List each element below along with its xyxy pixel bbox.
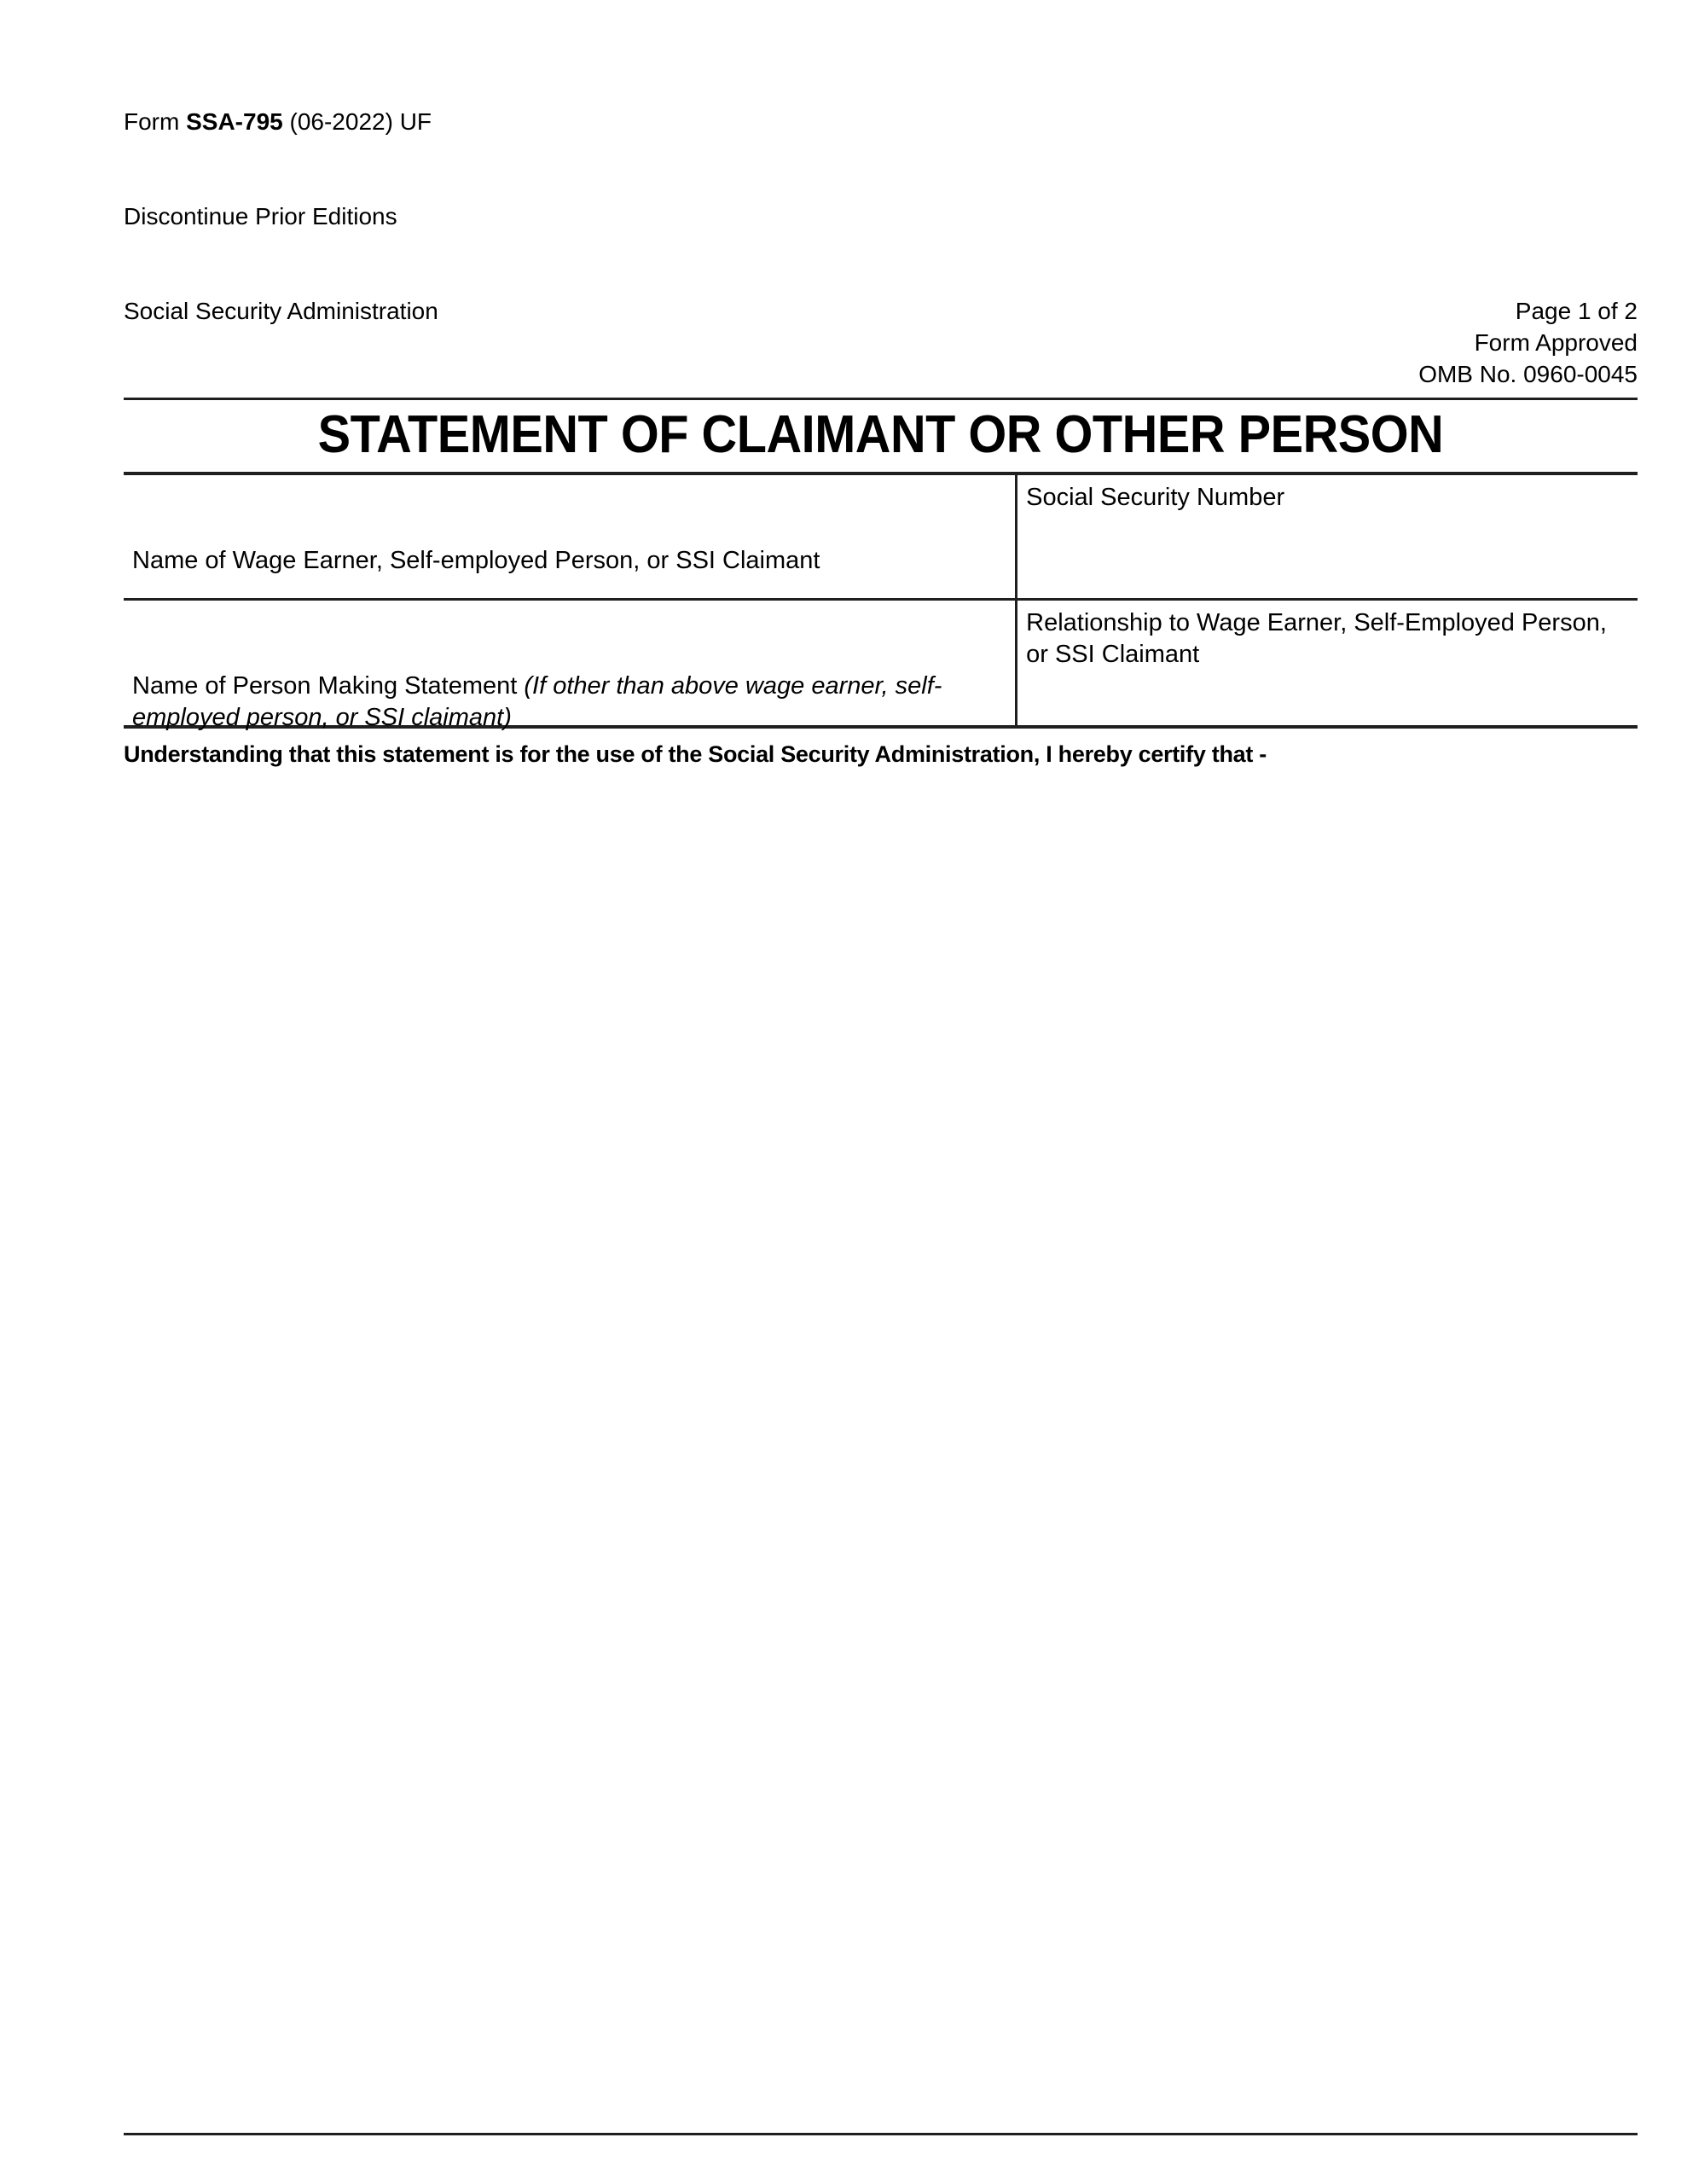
form-title: STATEMENT OF CLAIMANT OR OTHER PERSON [317, 405, 1444, 464]
bottom-page-rule [124, 2133, 1638, 2135]
header-divider-rule [124, 398, 1638, 400]
omb-number: OMB No. 0960-0045 [1418, 361, 1638, 387]
ssn-label: Social Security Number [1026, 484, 1285, 511]
form-approved-label: Form Approved [1474, 329, 1638, 356]
discontinue-note: Discontinue Prior Editions [124, 203, 397, 229]
statement-text-area[interactable] [124, 525, 1638, 2131]
form-header [124, 0, 1638, 390]
form-number: SSA-795 [186, 108, 283, 135]
relationship-label: Relationship to Wage Earner, Self-Employed Person, or SSI Claimant [1026, 609, 1607, 668]
statement-maker-label-main: Name of Person Making Statement [132, 672, 525, 700]
wage-earner-name-label: Name of Wage Earner, Self-employed Person, or SSI Claimant [132, 547, 820, 574]
form-identification-block [124, 43, 438, 390]
form-approval-block [1418, 295, 1638, 390]
form-word: Form [124, 108, 187, 135]
page-indicator: Page 1 of 2 [1515, 298, 1638, 324]
form-edition: (06-2022) UF [282, 108, 432, 135]
statement-maker-label-qualifier: (If other than above wage earner, self-employed person, or SSI claimant) [132, 672, 942, 731]
form-number-line [124, 106, 438, 137]
certification-intro: Understanding that this statement is for the use of the Social Security Administration, I hereby certify that - [124, 741, 1267, 767]
agency-name: Social Security Administration [124, 298, 438, 324]
